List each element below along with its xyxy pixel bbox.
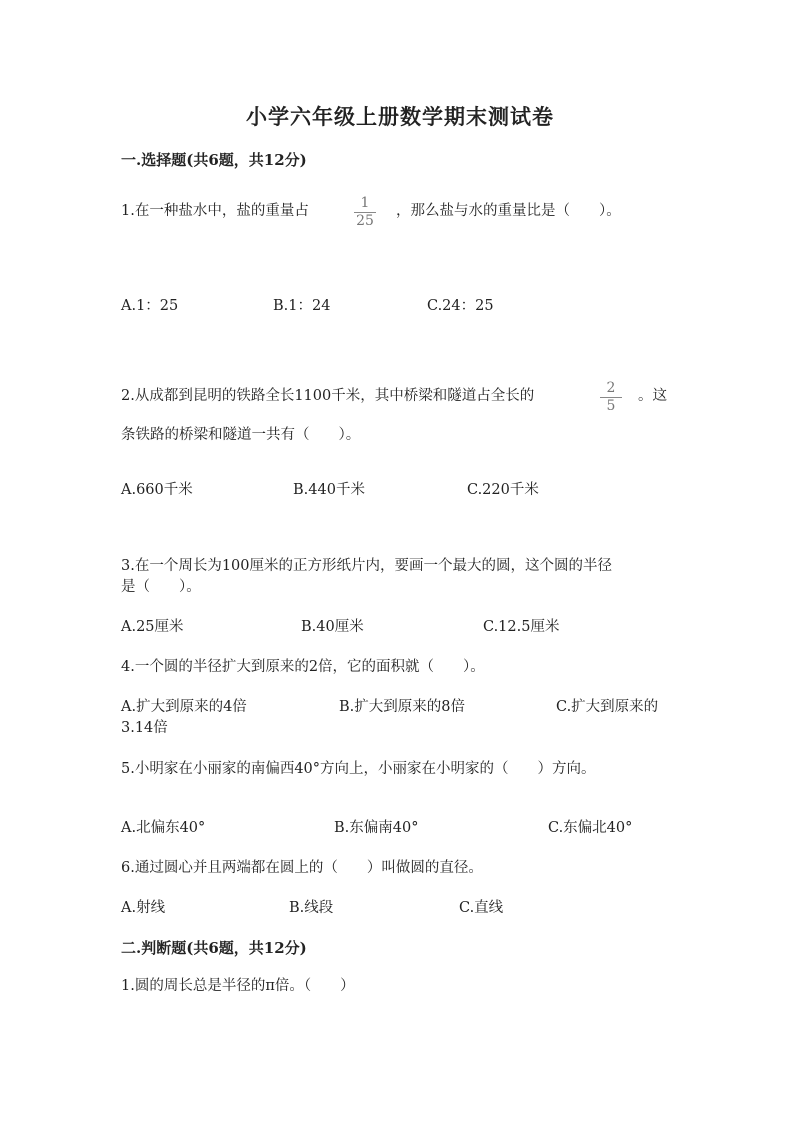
section-heading-judgement: 二.判断题(共6题，共12分): [121, 939, 307, 957]
option-a: A.660千米: [121, 482, 193, 498]
fraction-numerator: 1: [360, 195, 370, 211]
question-3-line-1: 3.在一个周长为100厘米的正方形纸片内，要画一个最大的圆，这个圆的半径: [121, 558, 613, 574]
question-1-text-after: ，那么盐与水的重量比是（ ）。: [396, 203, 621, 219]
question-3-line-2: 是（ ）。: [121, 579, 201, 595]
question-2-line-2: 条铁路的桥梁和隧道一共有（ ）。: [121, 427, 361, 443]
option-b: B.440千米: [293, 482, 365, 498]
option-c-continuation: 3.14倍: [121, 720, 168, 736]
option-b: B.扩大到原来的8倍: [339, 699, 465, 715]
option-b: B.40厘米: [301, 619, 364, 635]
option-a: A.北偏东40°: [121, 820, 206, 836]
section-heading-choice: 一.选择题(共6题，共12分): [121, 151, 307, 169]
question-2-text-before: 2.从成都到昆明的铁路全长1100千米，其中桥梁和隧道占全长的: [121, 388, 535, 404]
option-c: C.直线: [459, 900, 504, 916]
option-a: A.射线: [121, 900, 166, 916]
page-title: 小学六年级上册数学期末测试卷: [246, 104, 554, 129]
option-c: C.12.5厘米: [483, 619, 560, 635]
option-b: B.1：24: [273, 298, 331, 314]
option-a: A.扩大到原来的4倍: [121, 699, 247, 715]
question-6-text: 6.通过圆心并且两端都在圆上的（ ）叫做圆的直径。: [121, 860, 483, 876]
option-c: C.东偏北40°: [548, 820, 633, 836]
option-c: C.24：25: [427, 298, 494, 314]
option-b: B.东偏南40°: [334, 820, 419, 836]
fraction-denominator: 25: [356, 213, 374, 229]
fraction-numerator: 2: [606, 380, 616, 396]
question-1-fraction: [352, 196, 378, 229]
question-5-text: 5.小明家在小丽家的南偏西40°方向上，小丽家在小明家的（ ）方向。: [121, 761, 596, 777]
fraction-denominator: 5: [606, 398, 616, 414]
question-2-text-after: 。这: [638, 388, 667, 404]
option-a: A.1：25: [121, 298, 179, 314]
option-a: A.25厘米: [121, 619, 184, 635]
judgement-question-1: 1.圆的周长总是半径的π倍。（ ）: [121, 978, 355, 994]
option-c: C.扩大到原来的: [556, 699, 659, 715]
option-b: B.线段: [289, 900, 334, 916]
question-1-text-before: 1.在一种盐水中，盐的重量占: [121, 203, 309, 219]
option-c: C.220千米: [467, 482, 539, 498]
question-2-fraction: [598, 381, 624, 414]
question-4-text: 4.一个圆的半径扩大到原来的2倍，它的面积就（ ）。: [121, 659, 485, 675]
